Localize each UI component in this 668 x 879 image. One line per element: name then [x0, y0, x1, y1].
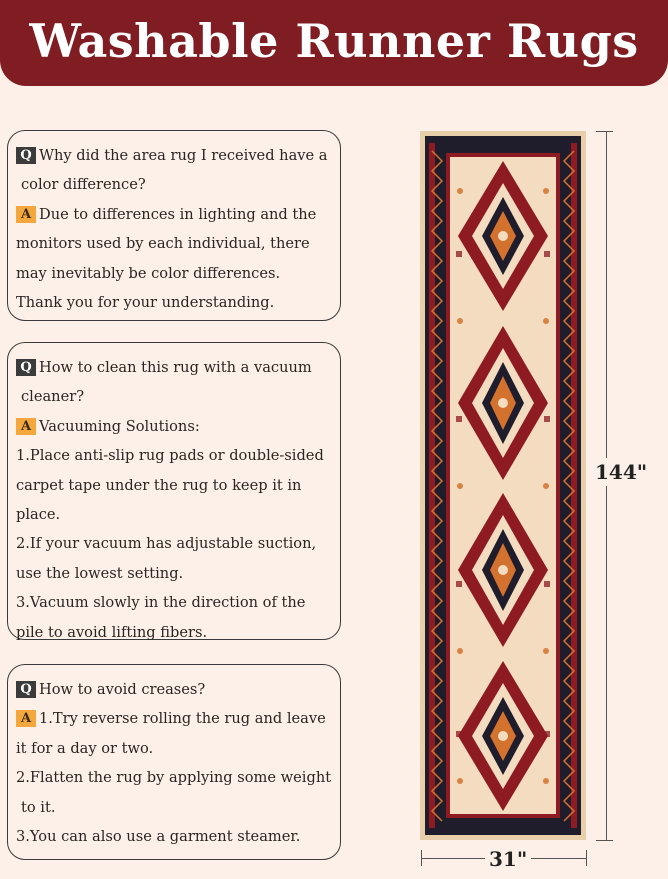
answer-line: monitors used by each individual, there — [16, 235, 310, 253]
runner-rug-image — [420, 131, 586, 840]
question-line: Q Why did the area rug I received have a — [16, 141, 336, 170]
faq-card-color-difference — [7, 130, 341, 321]
question-badge: Q — [16, 681, 36, 698]
question-badge: Q — [16, 359, 36, 376]
answer-line: place. — [16, 506, 61, 524]
question-badge: Q — [16, 147, 36, 164]
answer-line: to it. — [21, 798, 56, 816]
answer-line: 3.Vacuum slowly in the direction of the — [16, 594, 306, 612]
faq-card-vacuum-cleaning — [7, 342, 341, 640]
answer-line: Thank you for your understanding. — [16, 294, 275, 312]
answer-line: use the lowest setting. — [16, 564, 184, 582]
faq-card-creases — [7, 664, 341, 860]
title-banner — [0, 0, 668, 86]
answer-line: may inevitably be color differences. — [16, 264, 281, 282]
length-label: 144" — [595, 460, 648, 484]
question-line: Q How to avoid creases? — [16, 675, 336, 704]
page-title: Washable Runner Rugs — [29, 14, 639, 68]
answer-line: A 1.Try reverse rolling the rug and leave — [16, 704, 336, 733]
answer-line: carpet tape under the rug to keep it in — [16, 476, 302, 494]
answer-badge: A — [16, 418, 36, 435]
answer-line: 2.Flatten the rug by applying some weight — [16, 769, 332, 787]
question-line: cleaner? — [21, 388, 85, 406]
answer-line: A Vacuuming Solutions: — [16, 412, 336, 441]
answer-badge: A — [16, 710, 36, 727]
answer-badge: A — [16, 206, 36, 223]
answer-line: 1.Place anti-slip rug pads or double-sided — [16, 447, 324, 465]
question-line: color difference? — [21, 176, 146, 194]
question-line: Q How to clean this rug with a vacuum — [16, 353, 336, 382]
answer-line: pile to avoid lifting fibers. — [16, 623, 208, 641]
answer-line: A Due to differences in lighting and the — [16, 200, 336, 229]
answer-line: 3.You can also use a garment steamer. — [16, 828, 301, 846]
answer-line: it for a day or two. — [16, 739, 154, 757]
answer-line: 2.If your vacuum has adjustable suction, — [16, 535, 317, 553]
width-label: 31" — [485, 847, 531, 871]
